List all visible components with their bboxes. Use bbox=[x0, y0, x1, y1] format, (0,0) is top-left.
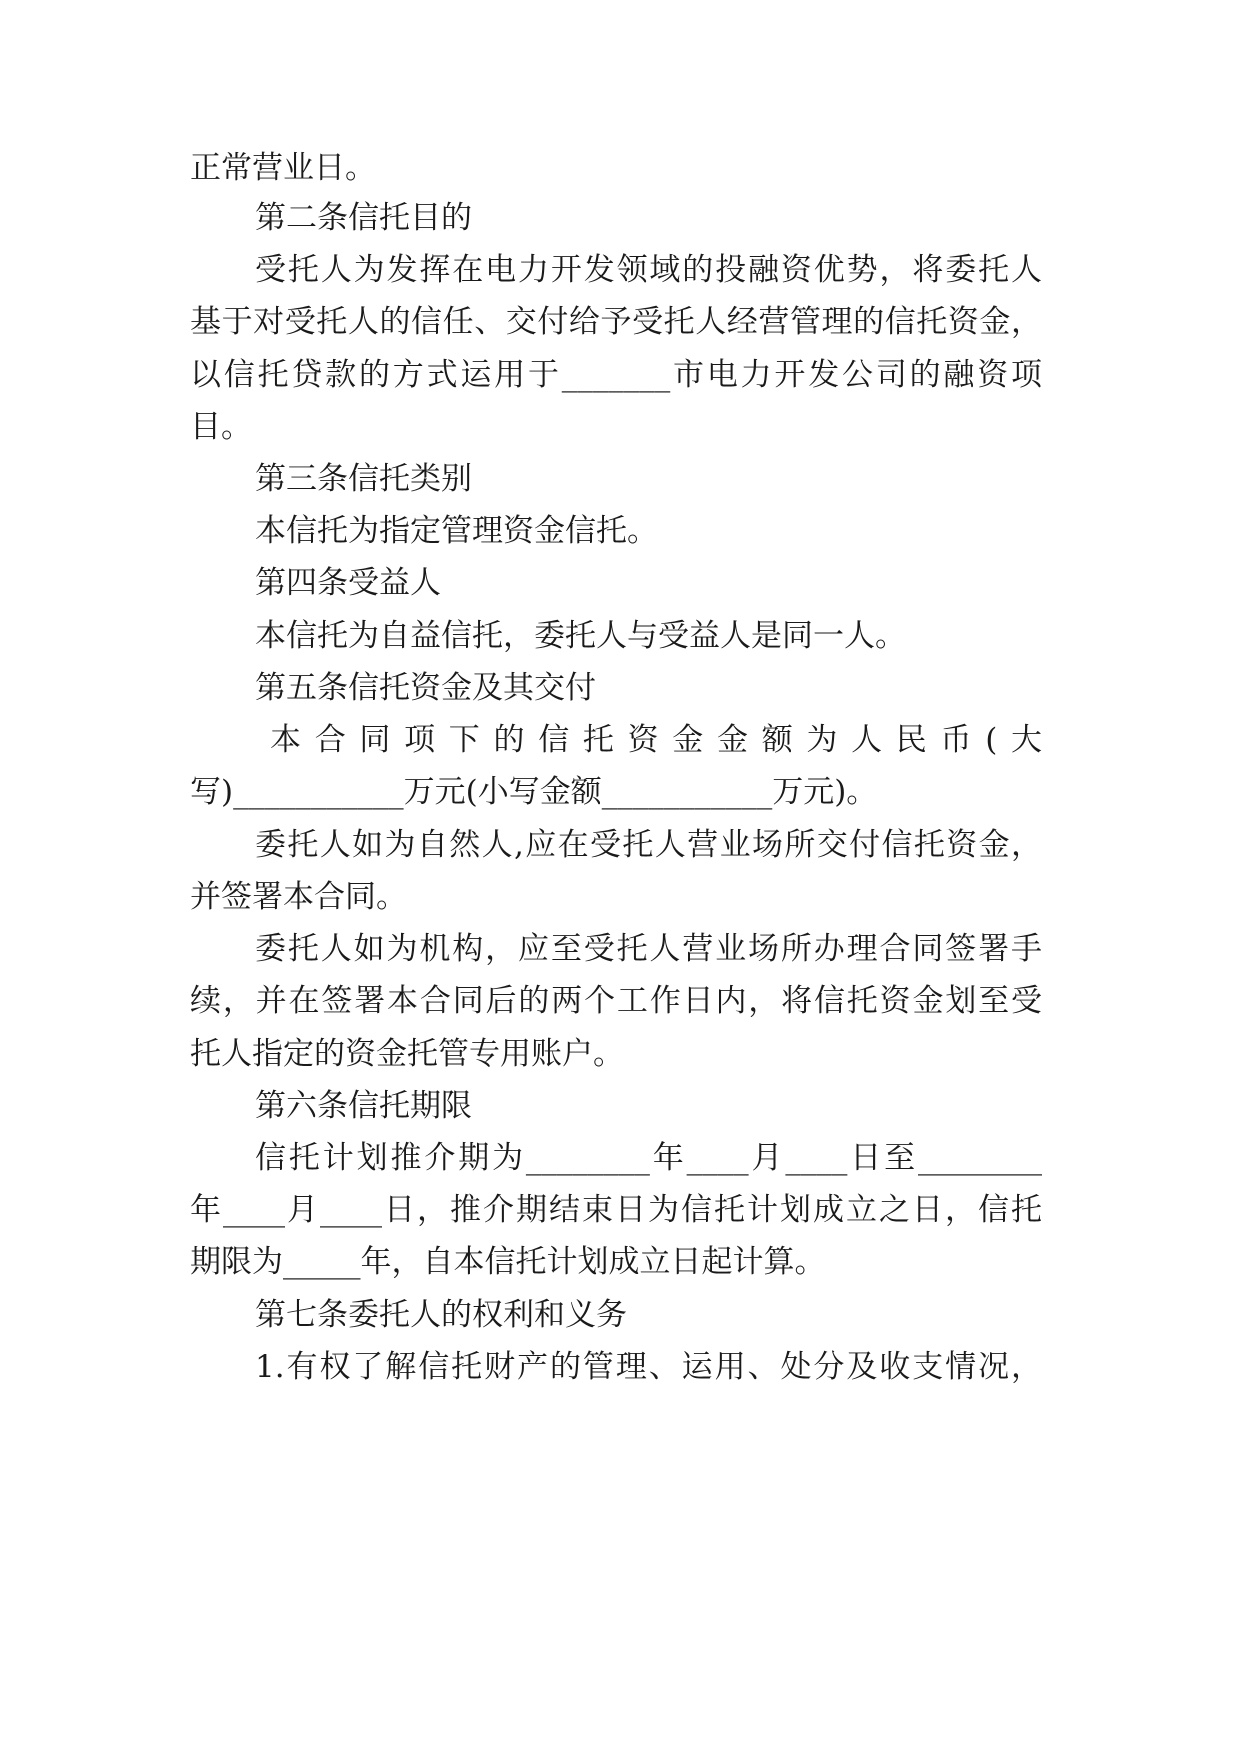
section-heading: 第五条信托资金及其交付 bbox=[255, 670, 596, 706]
paragraph-line: 期限为_____年，自本信托计划成立日起计算。 bbox=[190, 1244, 826, 1280]
section-heading: 第四条受益人 bbox=[255, 565, 441, 601]
paragraph-line: 年____月____日，推介期结束日为信托计划成立之日，信托 bbox=[190, 1192, 1042, 1228]
paragraph-line: 续，并在签署本合同后的两个工作日内，将信托资金划至受 bbox=[190, 983, 1042, 1019]
section-heading: 第七条委托人的权利和义务 bbox=[255, 1297, 627, 1333]
paragraph-line: 本信托为指定管理资金信托。 bbox=[255, 513, 658, 549]
paragraph-line: 委托人如为机构，应至受托人营业场所办理合同签署手 bbox=[255, 931, 1042, 967]
paragraph-line: 信托计划推介期为________年____月____日至________ bbox=[255, 1140, 1042, 1176]
paragraph-line: 并签署本合同。 bbox=[190, 879, 407, 915]
paragraph-line: 委托人如为自然人,应在受托人营业场所交付信托资金， bbox=[255, 827, 1042, 863]
paragraph-line: 基于对受托人的信任、交付给予受托人经营管理的信托资金， bbox=[190, 304, 1042, 340]
section-heading: 第三条信托类别 bbox=[255, 461, 472, 497]
paragraph-line: 本信托为自益信托，委托人与受益人是同一人。 bbox=[255, 618, 906, 654]
paragraph-line: 1.有权了解信托财产的管理、运用、处分及收支情况， bbox=[255, 1349, 1042, 1385]
section-heading: 第二条信托目的 bbox=[255, 200, 472, 236]
paragraph-line: 以信托贷款的方式运用于_______市电力开发公司的融资项 bbox=[190, 357, 1042, 393]
paragraph-line: 本合同项下的信托资金金额为人民币(大 bbox=[270, 722, 1042, 758]
paragraph-line: 受托人为发挥在电力开发领域的投融资优势，将委托人 bbox=[255, 252, 1042, 288]
paragraph-line: 托人指定的资金托管专用账户。 bbox=[190, 1036, 624, 1072]
paragraph-line: 写)___________万元(小写金额___________万元)。 bbox=[190, 774, 878, 810]
paragraph-line: 正常营业日。 bbox=[190, 150, 376, 186]
section-heading: 第六条信托期限 bbox=[255, 1088, 472, 1124]
paragraph-line: 目。 bbox=[190, 409, 252, 445]
